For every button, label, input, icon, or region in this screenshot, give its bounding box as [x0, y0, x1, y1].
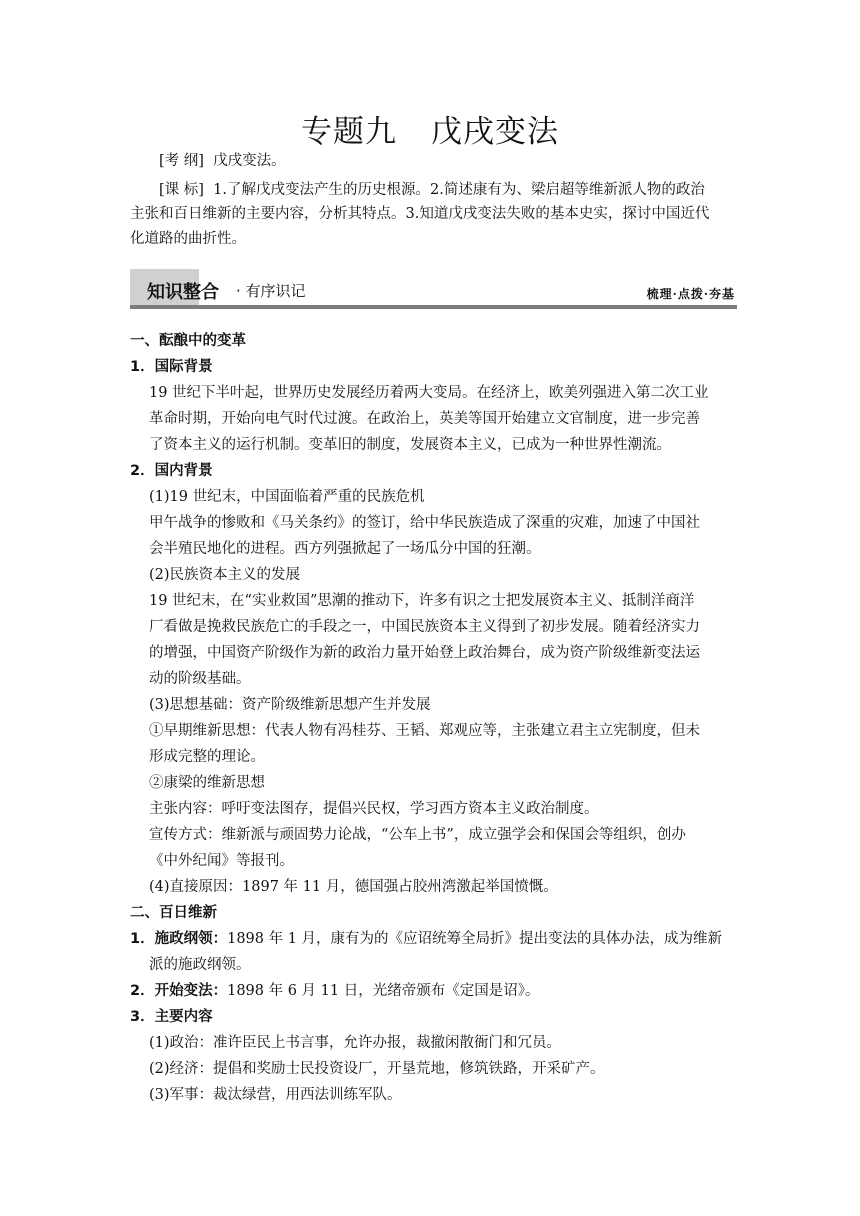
- kebiao-text-3: 化道路的曲折性。: [130, 231, 246, 247]
- item-label: 2．开始变法：: [130, 983, 228, 999]
- banner-tag: 知识整合: [147, 282, 219, 303]
- section-banner: [130, 269, 737, 309]
- page-title: [0, 106, 860, 151]
- paragraph-line: 革命时期，开始向电气时代过渡。在政治上，英美等国开始建立文官制度，进一步完善: [149, 411, 700, 427]
- paragraph-line: 宣传方式：维新派与顽固势力论战，“公车上书”，成立强学会和保国会等组织，创办: [149, 827, 686, 843]
- kebiao-line-1: [130, 179, 730, 201]
- kebiao-label: [课 标]: [159, 182, 204, 198]
- banner-rule: [130, 305, 737, 309]
- paragraph-line: 派的施政纲领。: [149, 957, 251, 973]
- paragraph-line: 19 世纪下半叶起，世界历史发展经历着两大变局。在经济上，欧美列强进入第二次工业: [149, 385, 709, 401]
- subheading-domestic: 2．国内背景: [130, 463, 213, 479]
- subheading-international: 1．国际背景: [130, 359, 213, 375]
- item-text: 1898 年 1 月，康有为的《应诏统筹全局折》提出变法的具体办法，成为维新: [227, 931, 723, 947]
- banner-subtitle: · 有序识记: [236, 282, 306, 300]
- section-heading-2: 二、百日维新: [130, 905, 217, 921]
- paragraph-line: [130, 928, 730, 950]
- paragraph-line: 会半殖民地化的进程。西方列强掀起了一场瓜分中国的狂潮。: [149, 541, 541, 557]
- paragraph-line: (2)民族资本主义的发展: [149, 567, 301, 583]
- kebiao-text-2: 主张和百日维新的主要内容，分析其特点。3.知道戊戌变法失败的基本史实，探讨中国近代: [130, 206, 710, 222]
- paragraph-line: (2)经济：提倡和奖励士民投资设厂，开垦荒地，修筑铁路，开采矿产。: [149, 1061, 605, 1077]
- banner-right-label: 梳理·点拨·夯基: [646, 287, 735, 301]
- item-text: 1898 年 6 月 11 日，光绪帝颁布《定国是诏》。: [227, 983, 540, 999]
- paragraph-line: 《中外纪闻》等报刊。: [149, 853, 294, 869]
- paragraph-line: (3)思想基础：资产阶级维新思想产生并发展: [149, 697, 431, 713]
- subheading-content: 3．主要内容: [130, 1009, 213, 1025]
- paragraph-line: 了资本主义的运行机制。变革旧的制度，发展资本主义，已成为一种世界性潮流。: [149, 437, 671, 453]
- paragraph-line: 动的阶级基础。: [149, 671, 251, 687]
- kaogang-line: [130, 150, 730, 172]
- paragraph-line: (3)军事：裁汰绿营，用西法训练军队。: [149, 1087, 402, 1103]
- title-part-2: 戊戌变法: [431, 114, 559, 150]
- item-label: 1．施政纲领：: [130, 931, 228, 947]
- paragraph-line: ①早期维新思想：代表人物有冯桂芬、王韬、郑观应等，主张建立君主立宪制度，但未: [149, 723, 700, 739]
- paragraph-line: [130, 980, 730, 1002]
- section-heading-1: 一、酝酿中的变革: [130, 333, 246, 349]
- kaogang-text: 戊戌变法。: [213, 153, 286, 169]
- paragraph-line: (1)19 世纪末，中国面临着严重的民族危机: [149, 489, 425, 505]
- kaogang-label: [考 纲]: [159, 153, 204, 169]
- paragraph-line: 形成完整的理论。: [149, 749, 265, 765]
- paragraph-line: (4)直接原因：1897 年 11 月，德国强占胶州湾激起举国愤慨。: [149, 879, 558, 895]
- paragraph-line: (1)政治：准许臣民上书言事，允许办报，裁撤闲散衙门和冗员。: [149, 1035, 562, 1051]
- paragraph-line: 主张内容：呼吁变法图存，提倡兴民权，学习西方资本主义政治制度。: [149, 801, 599, 817]
- paragraph-line: 的增强，中国资产阶级作为新的政治力量开始登上政治舞台，成为资产阶级维新变法运: [149, 645, 700, 661]
- paragraph-line: ②康梁的维新思想: [149, 775, 265, 791]
- paragraph-line: 厂看做是挽救民族危亡的手段之一，中国民族资本主义得到了初步发展。随着经济实力: [149, 619, 700, 635]
- paragraph-line: 19 世纪末，在“实业救国”思潮的推动下，许多有识之士把发展资本主义、抵制洋商洋: [149, 593, 695, 609]
- paragraph-line: 甲午战争的惨败和《马关条约》的签订，给中华民族造成了深重的灾难，加速了中国社: [149, 515, 700, 531]
- title-part-1: 专题九: [301, 114, 397, 150]
- kebiao-text-1: 1.了解戊戌变法产生的历史根源。2.简述康有为、梁启超等维新派人物的政治: [213, 182, 705, 198]
